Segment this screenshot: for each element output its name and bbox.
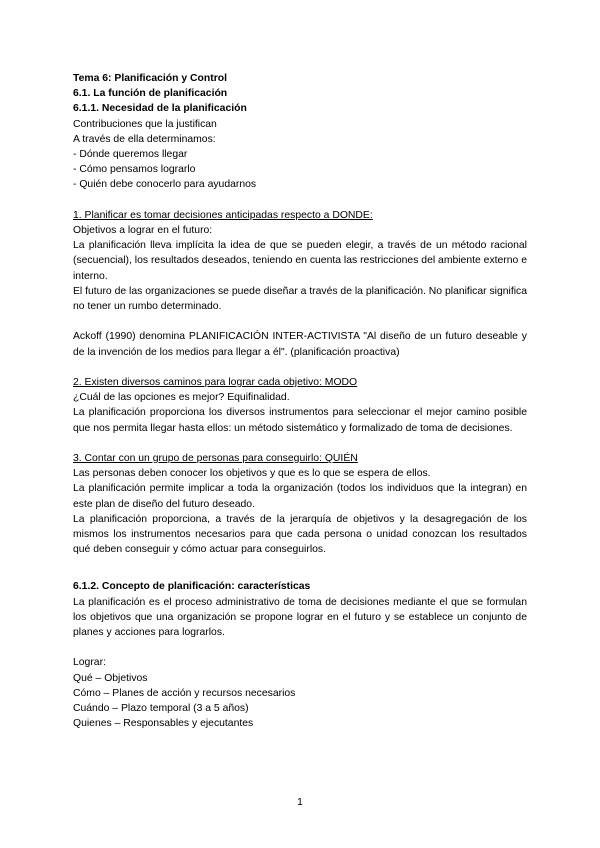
paragraph: A través de ella determinamos: (73, 133, 216, 145)
section-heading: 6.1. La función de planificación (73, 88, 228, 100)
subsection-heading: 6.1.2. Concepto de planificación: características (73, 581, 311, 593)
list-item: - Quién debe conocerlo para ayudarnos (73, 179, 257, 191)
paragraph: La planificación permite implicar a toda la organización (todos los individuos que la integran) en este plan de diseño del futuro deseado. (73, 483, 527, 510)
point-1-heading: 1. Planificar es tomar decisiones anticipadas respecto a DONDE: (73, 209, 373, 221)
document-title: Tema 6: Planificación y Control (73, 73, 227, 84)
paragraph: El futuro de las organizaciones se puede diseñar a través de la planificación. No planificar significa no tener un rumbo determinado. (73, 285, 527, 313)
paragraph: ¿Cuál de las opciones es mejor? Equifinalidad. (73, 392, 290, 404)
document-page (73, 71, 527, 731)
point-3-heading: 3. Contar con un grupo de personas para conseguirlo: QUIÉN (73, 453, 358, 465)
paragraph: Las personas deben conocer los objetivos y que es lo que se espera de ellos. (73, 468, 431, 480)
list-item: - Dónde queremos llegar (73, 149, 188, 161)
paragraph: Objetivos a lograr en el futuro: (73, 225, 213, 237)
paragraph: La planificación proporciona, a través de la jerarquía de objetivos y la desagregación de los mismos los instrumentos necesarios para que cada persona o unidad conozcan los resultados qué deben conseguir y cómo actuar para conseguirlos. (73, 513, 527, 556)
paragraph: La planificación lleva implícita la idea de que se pueden elegir, a través de un método racional (secuencial), los resultados deseados, teniendo en cuenta las restricciones del ambiente externo e interno. (73, 240, 527, 282)
paragraph: Ackoff (1990) denomina PLANIFICACIÓN INTER-ACTIVISTA "Al diseño de un futuro deseable y de la invención de los medios para llegar a él". (planificación proactiva) (73, 331, 527, 358)
paragraph: Lograr: (73, 657, 106, 669)
paragraph: La planificación proporciona los diversos instrumentos para seleccionar el mejor camino posible que nos permita llegar hasta ellos: un método sistemático y formalizado de toma de decisiones. (73, 407, 527, 434)
list-item: - Cómo pensamos lograrlo (73, 164, 196, 176)
page-number: 1 (297, 797, 303, 808)
list-item: Quienes – Responsables y ejecutantes (73, 718, 254, 730)
point-2-heading: 2. Existen diversos caminos para lograr cada objetivo: MODO (73, 377, 358, 389)
list-item: Cuándo – Plazo temporal (3 a 5 años) (73, 703, 249, 715)
paragraph: Contribuciones que la justifican (73, 118, 217, 130)
subsection-heading: 6.1.1. Necesidad de la planificación (73, 103, 247, 115)
list-item: Qué – Objetivos (73, 672, 148, 684)
list-item: Cómo – Planes de acción y recursos necesarios (73, 687, 296, 699)
paragraph: La planificación es el proceso administrativo de toma de decisiones mediante el que se formulan los objetivos que una organización se propone lograr en el futuro y se establece un conjunto de planes y acciones para lograrlos. (73, 596, 527, 639)
